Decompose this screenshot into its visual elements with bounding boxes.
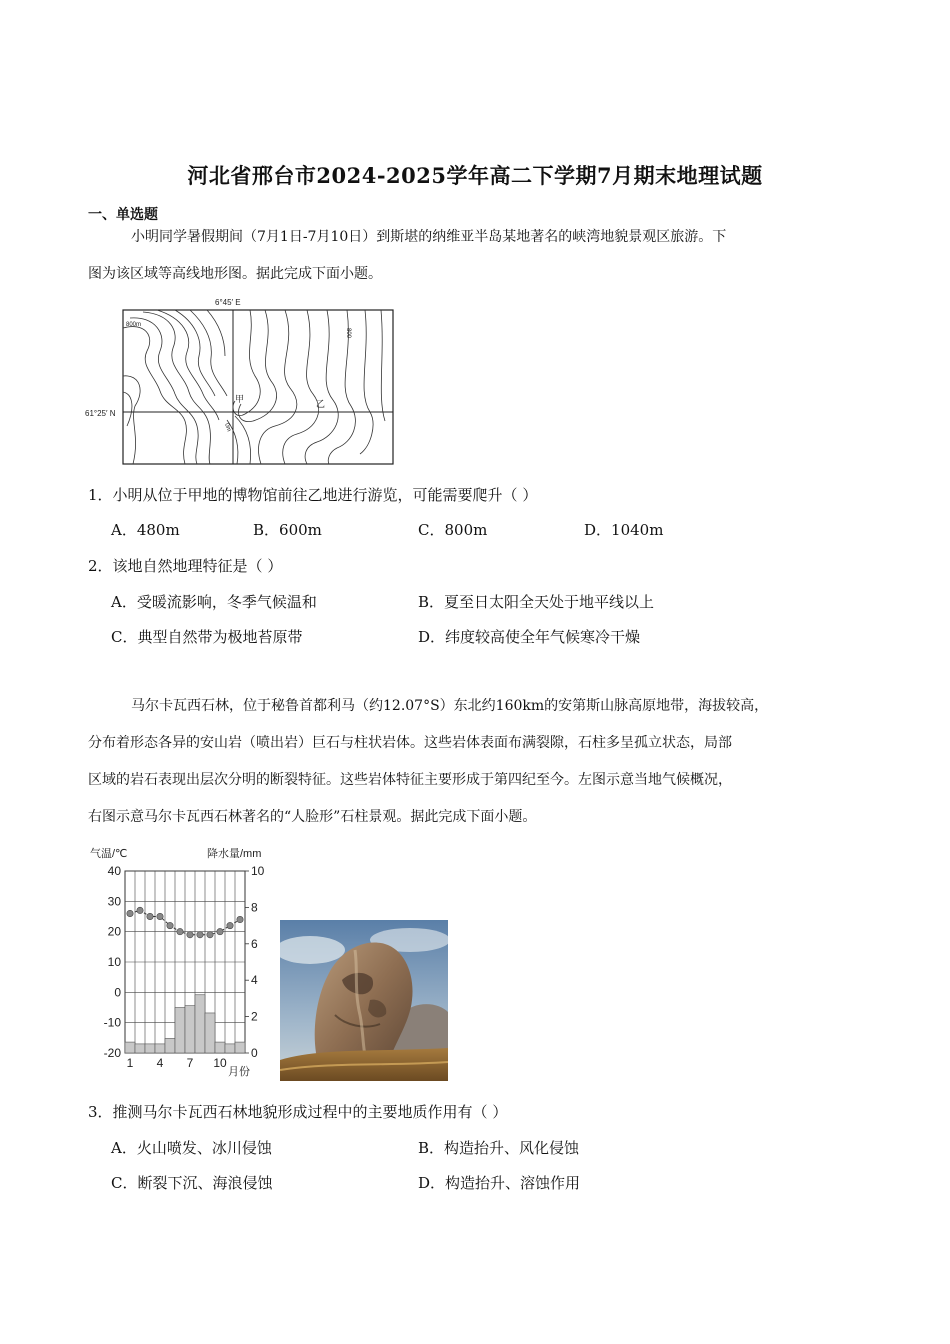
precip-bar — [185, 1006, 195, 1053]
x-tick-label: 10 — [213, 1056, 227, 1070]
precip-bar — [235, 1042, 245, 1053]
left-axis-label: 气温/℃ — [90, 848, 128, 860]
q2-option-d[interactable]: D．纬度较高使全年气候寒冷干燥 — [418, 628, 641, 646]
right-tick-label: 10 — [251, 864, 265, 878]
contour-800-right: 800 — [345, 328, 351, 339]
q3-option-d[interactable]: D．构造抬升、溶蚀作用 — [418, 1174, 581, 1192]
x-tick-label: 1 — [126, 1056, 134, 1070]
q1-stem: 1．小明从位于甲地的博物馆前往乙地进行游览，可能需要爬升（ ） — [88, 486, 538, 504]
contour-map — [85, 296, 400, 468]
precip-bar — [165, 1038, 175, 1053]
temperature-point — [197, 932, 203, 938]
right-tick-label: 0 — [251, 1046, 258, 1060]
left-tick-label: 30 — [107, 894, 121, 909]
left-tick-label: -20 — [103, 1046, 121, 1060]
right-axis-label: 降水量/mm — [207, 848, 262, 860]
temperature-point — [127, 910, 133, 916]
intro1-line2: 图为该区域等高线地形图。据此完成下面小题。 — [88, 266, 382, 282]
lon-label: 6°45′ E — [215, 298, 241, 307]
precip-bar — [135, 1044, 145, 1053]
q3-stem: 3．推测马尔卡瓦西石林地貌形成过程中的主要地质作用有（ ） — [88, 1103, 508, 1121]
x-tick-label: 4 — [156, 1056, 164, 1070]
q3-option-b[interactable]: B．构造抬升、风化侵蚀 — [418, 1139, 580, 1157]
temperature-point — [227, 922, 233, 928]
temperature-point — [157, 913, 163, 919]
intro2-line2: 分布着形态各异的安山岩（喷出岩）巨石与柱状岩体。这些岩体表面布满裂隙，石柱多呈孤立状态，局部 — [88, 735, 732, 751]
right-tick-label: 8 — [251, 900, 258, 915]
section-heading: 一、单选题 — [88, 207, 158, 223]
lat-label: 61°25′ N — [85, 409, 116, 418]
contour-800-left: 800m — [126, 322, 142, 328]
precip-bar — [155, 1044, 165, 1053]
place-yi: 乙 — [316, 399, 326, 409]
q2-option-c[interactable]: C．典型自然带为极地苔原带 — [111, 628, 303, 646]
q1-option-d[interactable]: D．1040m — [584, 521, 664, 539]
temperature-point — [177, 928, 183, 934]
q1-option-a[interactable]: A．480m — [111, 521, 180, 539]
left-tick-label: 10 — [107, 955, 121, 969]
temperature-point — [207, 932, 213, 938]
x-axis-label: 月份 — [228, 1066, 250, 1078]
q2-option-a[interactable]: A．受暖流影响，冬季气候温和 — [111, 593, 317, 611]
document-title: 河北省邢台市2024-2025学年高二下学期7月期末地理试题 — [187, 163, 763, 188]
precip-bar — [175, 1008, 185, 1054]
left-tick-label: 40 — [107, 864, 121, 878]
precip-bar — [225, 1044, 235, 1053]
intro2-line1: 马尔卡瓦西石林，位于秘鲁首都利马（约12.07°S）东北约160km的安第斯山脉高原地带，海拔较高， — [131, 698, 769, 714]
temperature-point — [147, 913, 153, 919]
x-tick-label: 7 — [186, 1056, 194, 1070]
q3-option-c[interactable]: C．断裂下沉、海浪侵蚀 — [111, 1174, 273, 1192]
intro2-line4: 右图示意马尔卡瓦西石林著名的“人脸形”石柱景观。据此完成下面小题。 — [88, 809, 537, 825]
right-tick-label: 4 — [251, 973, 258, 988]
temperature-point — [167, 922, 173, 928]
precip-bar — [215, 1042, 225, 1053]
precip-bar — [125, 1042, 135, 1053]
temperature-point — [217, 928, 223, 934]
precip-bar — [205, 1013, 215, 1053]
q1-option-b[interactable]: B．600m — [253, 521, 322, 539]
climate-chart — [85, 843, 280, 1083]
left-tick-label: -10 — [103, 1015, 121, 1030]
q2-option-b[interactable]: B．夏至日太阳全天处于地平线以上 — [418, 593, 655, 611]
q3-option-a[interactable]: A．火山喷发、冰川侵蚀 — [111, 1139, 272, 1157]
rock-face-photo — [280, 920, 448, 1081]
q2-stem: 2．该地自然地理特征是（ ） — [88, 557, 283, 575]
right-tick-label: 2 — [251, 1009, 258, 1024]
contour-0: 0m — [223, 422, 232, 433]
intro2-line3: 区域的岩石表现出层次分明的断裂特征。这些岩体特征主要形成于第四纪至今。左图示意当地气候概况， — [88, 772, 732, 788]
right-tick-label: 6 — [251, 936, 258, 951]
q1-option-c[interactable]: C．800m — [418, 521, 488, 539]
temperature-point — [137, 907, 143, 913]
precip-bar — [195, 995, 205, 1053]
intro1-line1: 小明同学暑假期间（7月1日-7月10日）到斯堪的纳维亚半岛某地著名的峡湾地貌景观区旅游。下 — [131, 229, 727, 245]
temperature-point — [187, 932, 193, 938]
left-tick-label: 20 — [107, 924, 121, 939]
temperature-point — [237, 916, 243, 922]
place-jia: 甲 — [235, 394, 245, 404]
left-tick-label: 0 — [114, 985, 121, 1000]
precip-bar — [145, 1044, 155, 1053]
